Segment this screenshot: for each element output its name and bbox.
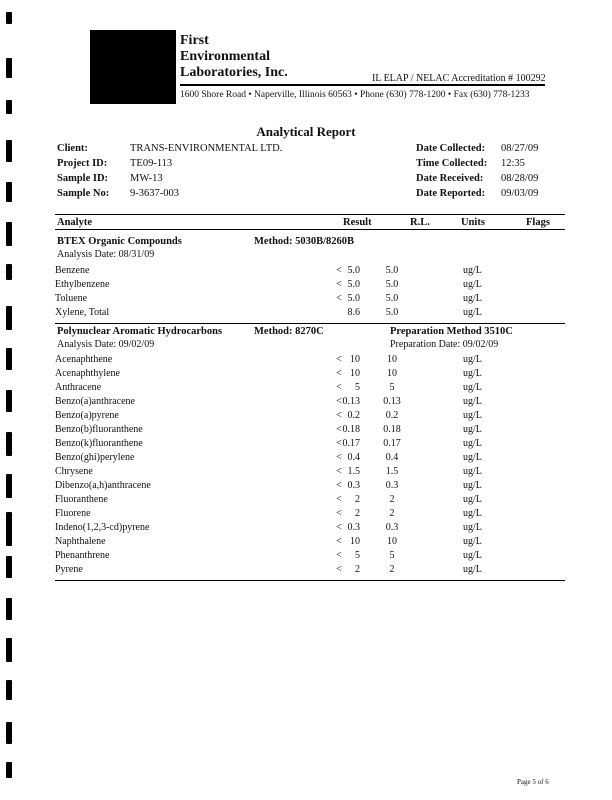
result-value: 0.4 xyxy=(347,452,360,463)
result-qualifier: < xyxy=(336,522,342,533)
margin-mark xyxy=(6,638,12,662)
table-row xyxy=(0,564,612,578)
reporting-limit: 0.3 xyxy=(385,522,399,533)
table-row xyxy=(0,536,612,550)
result-qualifier: < xyxy=(336,494,342,505)
units-value: ug/L xyxy=(463,438,482,449)
reporting-limit: 5.0 xyxy=(385,307,399,318)
result-qualifier: < xyxy=(336,508,342,519)
reporting-limit: 0.2 xyxy=(385,410,399,421)
table-row xyxy=(0,354,612,368)
units-value: ug/L xyxy=(463,307,482,318)
units-value: ug/L xyxy=(463,466,482,477)
result-value: 0.3 xyxy=(347,522,360,533)
analyte-name: Fluoranthene xyxy=(55,494,108,505)
company-name-line2: Environmental xyxy=(180,49,270,64)
analyte-name: Indeno(1,2,3-cd)pyrene xyxy=(55,522,150,533)
analyte-name: Benzo(k)fluoranthene xyxy=(55,438,143,449)
analyte-name: Ethylbenzene xyxy=(55,279,110,290)
units-value: ug/L xyxy=(463,396,482,407)
reporting-limit: 2 xyxy=(389,494,395,505)
section-analysis-date-btex: Analysis Date: 08/31/09 xyxy=(57,249,155,260)
analyte-name: Acenaphthylene xyxy=(55,368,120,379)
section-prep-date-pah: Preparation Date: 09/02/09 xyxy=(390,339,499,350)
company-name-line3: Laboratories, Inc. xyxy=(180,65,288,80)
units-value: ug/L xyxy=(463,424,482,435)
analyte-name: Naphthalene xyxy=(55,536,106,547)
result-value: 10 xyxy=(350,536,360,547)
result-qualifier: < xyxy=(336,382,342,393)
result-qualifier: < xyxy=(336,564,342,575)
reporting-limit: 2 xyxy=(389,508,395,519)
result-qualifier: < xyxy=(336,368,342,379)
report-title: Analytical Report xyxy=(256,124,356,139)
date-reported-label: Date Reported: xyxy=(416,188,486,199)
result-value: 2 xyxy=(355,564,360,575)
analyte-name: Benzo(b)fluoranthene xyxy=(55,424,143,435)
time-collected-value: 12:35 xyxy=(501,158,525,169)
result-value: 0.18 xyxy=(342,424,360,435)
table-row xyxy=(0,396,612,410)
units-value: ug/L xyxy=(463,494,482,505)
analyte-name: Pyrene xyxy=(55,564,83,575)
result-value: 5 xyxy=(355,550,360,561)
margin-mark xyxy=(6,100,12,114)
reporting-limit: 5.0 xyxy=(385,265,399,276)
result-qualifier: < xyxy=(336,480,342,491)
result-value: 1.5 xyxy=(347,466,360,477)
result-qualifier: < xyxy=(336,536,342,547)
margin-mark xyxy=(6,182,12,202)
section-analysis-date-pah: Analysis Date: 09/02/09 xyxy=(57,339,155,350)
reporting-limit: 5.0 xyxy=(385,279,399,290)
analyte-name: Benzo(a)pyrene xyxy=(55,410,119,421)
result-qualifier: < xyxy=(336,396,342,407)
analyte-name: Toluene xyxy=(55,293,88,304)
analyte-name: Phenanthrene xyxy=(55,550,110,561)
units-value: ug/L xyxy=(463,354,482,365)
col-flags: Flags xyxy=(526,217,550,228)
result-value: 5.0 xyxy=(347,293,360,304)
company-name xyxy=(180,33,288,81)
col-units: Units xyxy=(461,217,485,228)
reporting-limit: 5 xyxy=(389,550,395,561)
table-row xyxy=(0,293,612,307)
page-number: Page 5 of 6 xyxy=(517,778,549,786)
result-value: 8.6 xyxy=(347,307,360,318)
units-value: ug/L xyxy=(463,410,482,421)
result-value: 0.3 xyxy=(347,480,360,491)
col-result: Result xyxy=(343,217,372,228)
client-label: Client: xyxy=(57,143,88,154)
result-qualifier: < xyxy=(336,452,342,463)
table-row xyxy=(0,438,612,452)
table-row xyxy=(0,494,612,508)
result-value: 5.0 xyxy=(347,279,360,290)
analyte-name: Benzene xyxy=(55,265,90,276)
company-logo xyxy=(90,30,176,104)
result-value: 2 xyxy=(355,508,360,519)
result-qualifier: < xyxy=(336,354,342,365)
date-reported-value: 09/03/09 xyxy=(501,188,539,199)
table-header-rule-top xyxy=(55,214,565,215)
result-value: 5.0 xyxy=(347,265,360,276)
result-qualifier: < xyxy=(336,438,342,449)
table-row xyxy=(0,424,612,438)
table-row xyxy=(0,466,612,480)
result-qualifier: < xyxy=(336,424,342,435)
analyte-name: Benzo(a)anthracene xyxy=(55,396,135,407)
reporting-limit: 10 xyxy=(387,354,397,365)
project-id-label: Project ID: xyxy=(57,158,108,169)
project-id-value: TE09-113 xyxy=(130,158,173,169)
result-value: 0.2 xyxy=(347,410,360,421)
units-value: ug/L xyxy=(463,279,482,290)
table-row xyxy=(0,452,612,466)
reporting-limit: 10 xyxy=(387,536,397,547)
margin-mark xyxy=(6,680,12,700)
result-qualifier: < xyxy=(336,466,342,477)
date-received-label: Date Received: xyxy=(416,173,484,184)
margin-mark xyxy=(6,140,12,162)
margin-mark xyxy=(6,722,12,744)
sample-no-label: Sample No: xyxy=(57,188,110,199)
units-value: ug/L xyxy=(463,550,482,561)
date-collected-value: 08/27/09 xyxy=(501,143,539,154)
table-header-rule-bottom xyxy=(55,229,565,230)
reporting-limit: 10 xyxy=(387,368,397,379)
reporting-limit: 0.18 xyxy=(383,424,401,435)
date-collected-label: Date Collected: xyxy=(416,143,486,154)
result-value: 10 xyxy=(350,354,360,365)
analyte-name: Dibenzo(a,h)anthracene xyxy=(55,480,151,491)
date-received-value: 08/28/09 xyxy=(501,173,539,184)
sample-id-label: Sample ID: xyxy=(57,173,109,184)
reporting-limit: 0.4 xyxy=(385,452,399,463)
result-value: 0.17 xyxy=(342,438,360,449)
section-method-btex: Method: 5030B/8260B xyxy=(254,236,355,247)
units-value: ug/L xyxy=(463,522,482,533)
analyte-name: Fluorene xyxy=(55,508,91,519)
result-value: 0.13 xyxy=(342,396,360,407)
units-value: ug/L xyxy=(463,508,482,519)
result-value: 2 xyxy=(355,494,360,505)
units-value: ug/L xyxy=(463,564,482,575)
table-row xyxy=(0,480,612,494)
col-rl: R.L. xyxy=(410,217,430,228)
reporting-limit: 2 xyxy=(389,564,395,575)
analyte-name: Xylene, Total xyxy=(55,307,110,318)
result-qualifier: < xyxy=(336,410,342,421)
table-row xyxy=(0,508,612,522)
table-row xyxy=(0,550,612,564)
section-title-pah: Polynuclear Aromatic Hydrocarbons xyxy=(57,326,223,337)
units-value: ug/L xyxy=(463,293,482,304)
reporting-limit: 0.13 xyxy=(383,396,401,407)
result-value: 10 xyxy=(350,368,360,379)
units-value: ug/L xyxy=(463,480,482,491)
col-analyte: Analyte xyxy=(57,217,92,228)
table-row xyxy=(0,410,612,424)
analyte-name: Benzo(ghi)perylene xyxy=(55,452,135,463)
table-row xyxy=(0,368,612,382)
result-qualifier: < xyxy=(336,265,342,276)
sample-id-value: MW-13 xyxy=(130,173,163,184)
table-end-rule xyxy=(55,580,565,581)
units-value: ug/L xyxy=(463,452,482,463)
table-row xyxy=(0,522,612,536)
client-value: TRANS-ENVIRONMENTAL LTD. xyxy=(130,143,283,154)
analyte-name: Acenaphthene xyxy=(55,354,113,365)
letterhead-rule xyxy=(180,84,545,86)
section-divider xyxy=(55,323,565,324)
company-name-line1: First xyxy=(180,33,209,48)
reporting-limit: 0.3 xyxy=(385,480,399,491)
result-qualifier: < xyxy=(336,550,342,561)
reporting-limit: 0.17 xyxy=(383,438,401,449)
units-value: ug/L xyxy=(463,382,482,393)
time-collected-label: Time Collected: xyxy=(416,158,488,169)
table-row xyxy=(0,382,612,396)
analyte-name: Anthracene xyxy=(55,382,102,393)
units-value: ug/L xyxy=(463,265,482,276)
units-value: ug/L xyxy=(463,368,482,379)
result-qualifier: < xyxy=(336,293,342,304)
reporting-limit: 1.5 xyxy=(385,466,399,477)
reporting-limit: 5 xyxy=(389,382,395,393)
accreditation: IL ELAP / NELAC Accreditation # 100292 xyxy=(372,73,546,84)
margin-mark xyxy=(6,222,12,246)
result-value: 5 xyxy=(355,382,360,393)
analyte-name: Chrysene xyxy=(55,466,93,477)
table-row xyxy=(0,279,612,293)
table-row xyxy=(0,265,612,279)
margin-mark xyxy=(6,598,12,620)
section-title-btex: BTEX Organic Compounds xyxy=(57,236,182,247)
section-prep-method-pah: Preparation Method 3510C xyxy=(390,326,513,337)
sample-no-value: 9-3637-003 xyxy=(130,188,179,199)
margin-mark xyxy=(6,12,12,24)
table-row xyxy=(0,307,612,321)
result-qualifier: < xyxy=(336,279,342,290)
margin-mark xyxy=(6,58,12,78)
company-address: 1600 Shore Road • Naperville, Illinois 60563 • Phone (630) 778-1200 • Fax (630) 778-1233 xyxy=(180,90,530,100)
units-value: ug/L xyxy=(463,536,482,547)
margin-mark xyxy=(6,762,12,778)
reporting-limit: 5.0 xyxy=(385,293,399,304)
section-method-pah: Method: 8270C xyxy=(254,326,324,337)
